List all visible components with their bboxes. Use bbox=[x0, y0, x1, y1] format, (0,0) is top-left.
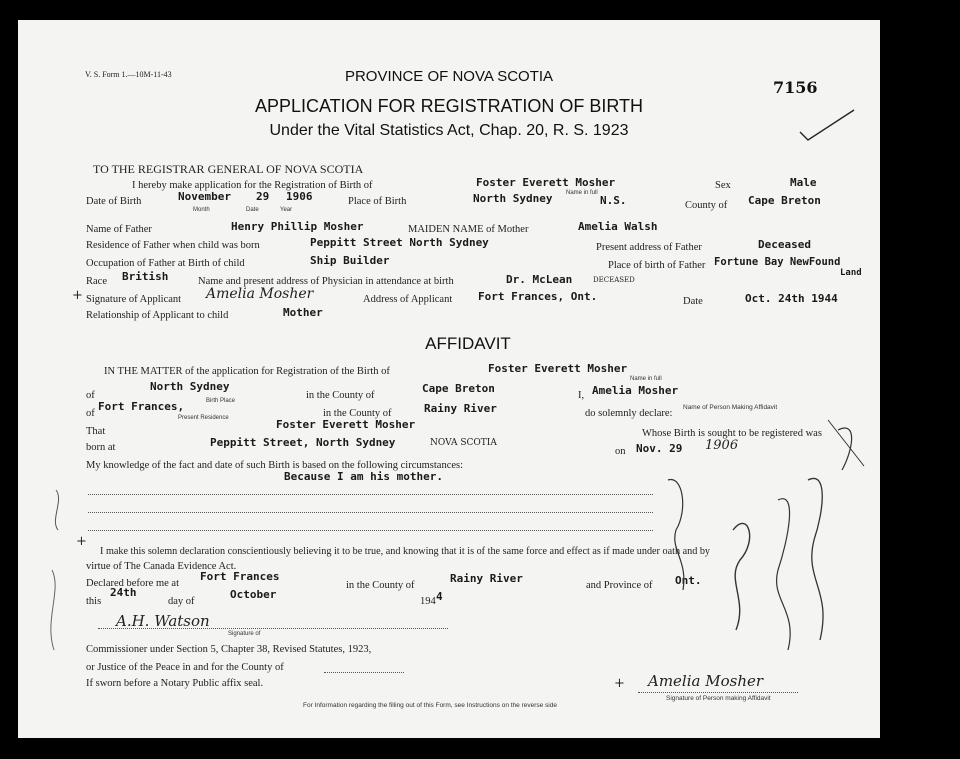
declared-province: Ont. bbox=[675, 574, 702, 587]
affidavit-child-name: Foster Everett Mosher bbox=[488, 362, 628, 375]
label-relationship: Relationship of Applicant to child bbox=[86, 310, 229, 321]
label-notary: If sworn before a Notary Public affix seal. bbox=[86, 678, 264, 689]
serial-number: 7156 bbox=[773, 78, 818, 97]
birth-place-note: Birth Place bbox=[206, 398, 236, 404]
blank-line-2 bbox=[88, 512, 653, 513]
deponent-name: Amelia Mosher bbox=[592, 384, 679, 397]
label-i: I, bbox=[578, 390, 585, 401]
name-in-full-note: Name in full bbox=[566, 190, 598, 196]
commissioner-signature: A.H. Watson bbox=[116, 612, 210, 630]
label-of-2: of bbox=[86, 408, 95, 419]
label-whose-birth: Whose Birth is sought to be registered was bbox=[642, 428, 822, 439]
present-residence-note: Present Residence bbox=[178, 415, 229, 421]
label-date-of-birth: Date of Birth bbox=[86, 196, 142, 207]
label-signature-person: Signature of Person making Affidavit bbox=[666, 695, 771, 702]
label-signature-of: Signature of bbox=[228, 631, 261, 637]
label-place-of-birth: Place of Birth bbox=[348, 196, 407, 207]
father-present-address: Deceased bbox=[758, 238, 811, 251]
signature-line bbox=[98, 628, 448, 629]
applicant-signature: Amelia Mosher bbox=[206, 286, 314, 302]
declaration-line-1: I make this solemn declaration conscientiously believing it to be true, and knowing that it is of the same force and effect as if made under oath and by bbox=[100, 546, 711, 557]
born-at-value: Peppitt Street, North Sydney bbox=[210, 436, 396, 449]
cross-mark-icon: + bbox=[76, 534, 87, 549]
label-born-at: born at bbox=[86, 442, 116, 453]
label-residence-father: Residence of Father when child was born bbox=[86, 240, 260, 251]
declared-at: Fort Frances bbox=[200, 570, 280, 583]
label-county-of-2: in the County of bbox=[346, 580, 415, 591]
declared-month: October bbox=[230, 588, 277, 601]
father-name: Henry Phillip Mosher bbox=[231, 220, 364, 233]
form-subtitle: Under the Vital Statistics Act, Chap. 20, R. S. 1923 bbox=[269, 122, 629, 139]
physician-name: Dr. McLean bbox=[506, 273, 573, 286]
declared-day: 24th bbox=[110, 586, 137, 599]
label-county-of: County of bbox=[685, 200, 728, 211]
county-value: Cape Breton bbox=[748, 194, 821, 207]
deponent-residence: Fort Frances, bbox=[98, 400, 185, 413]
affidavit-child-name-2: Foster Everett Mosher bbox=[276, 418, 416, 431]
child-name: Foster Everett Mosher bbox=[476, 176, 616, 189]
affidavit-place: North Sydney bbox=[150, 380, 230, 393]
form-code: V. S. Form 1.—10M-11-43 bbox=[85, 70, 172, 79]
label-solemnly-declare: do solemnly declare: bbox=[585, 408, 673, 419]
label-physician: Name and present address of Physician in attendance at birth bbox=[198, 276, 454, 287]
mother-maiden-name: Amelia Walsh bbox=[578, 220, 658, 233]
label-father-birthplace: Place of birth of Father bbox=[608, 260, 706, 271]
applicant-address: Fort Frances, Ont. bbox=[478, 290, 598, 303]
affidavit-name-in-full-note: Name in full bbox=[630, 376, 662, 382]
label-justice: or Justice of the Peace in and for the County of bbox=[86, 662, 284, 673]
left-margin-mark bbox=[32, 470, 72, 670]
place-of-birth: North Sydney bbox=[473, 192, 553, 205]
footer-note: For Information regarding the filling out of this Form, see Instructions on the reverse side bbox=[303, 702, 557, 709]
label-sex: Sex bbox=[715, 180, 731, 191]
label-address-applicant: Address of Applicant bbox=[363, 294, 453, 305]
form-title: APPLICATION FOR REGISTRATION OF BIRTH bbox=[254, 96, 644, 116]
label-maiden-name: MAIDEN NAME of Mother bbox=[408, 224, 529, 235]
label-this: this bbox=[86, 596, 102, 607]
deponent-county: Rainy River bbox=[424, 402, 497, 415]
label-that: That bbox=[86, 426, 106, 437]
label-knowledge: My knowledge of the fact and date of such Birth is based on the following circumstances: bbox=[86, 460, 464, 471]
label-intro: I hereby make application for the Registration of Birth of bbox=[132, 180, 373, 191]
affidavit-county: Cape Breton bbox=[422, 382, 495, 395]
father-occupation: Ship Builder bbox=[310, 254, 390, 267]
label-matter: IN THE MATTER of the application for Registration of the Birth of bbox=[104, 366, 390, 377]
born-at-note: NOVA SCOTIA bbox=[430, 438, 497, 448]
label-date: Date bbox=[683, 296, 703, 307]
year-note: Year bbox=[280, 207, 293, 213]
birth-year: 1906 bbox=[286, 190, 313, 203]
county-blank-line bbox=[324, 672, 404, 673]
month-note: Month bbox=[193, 207, 210, 213]
label-in-county: in the County of bbox=[306, 390, 375, 401]
physician-note: DECEASED bbox=[593, 276, 635, 284]
label-present-address: Present address of Father bbox=[596, 242, 702, 253]
deponent-note: Name of Person Making Affidavit bbox=[683, 404, 778, 411]
label-race: Race bbox=[86, 276, 107, 287]
blank-line-3 bbox=[88, 530, 653, 531]
affidavit-title: AFFIDAVIT bbox=[425, 334, 511, 353]
label-occupation: Occupation of Father at Birth of child bbox=[86, 258, 245, 269]
father-birthplace: Fortune Bay NewFound bbox=[714, 256, 841, 268]
label-on: on bbox=[615, 446, 626, 457]
cross-mark-icon: + bbox=[614, 676, 625, 691]
label-day-of: day of bbox=[168, 596, 195, 607]
label-signature-applicant: Signature of Applicant bbox=[86, 294, 182, 305]
race-value: British bbox=[122, 270, 169, 283]
province-heading: PROVINCE OF NOVA SCOTIA bbox=[344, 68, 554, 85]
father-birthplace-cont: Land bbox=[840, 268, 862, 278]
margin-handwriting bbox=[628, 390, 868, 710]
birth-month: November bbox=[178, 190, 231, 203]
date-note: Date bbox=[246, 207, 259, 213]
province-abbr: N.S. bbox=[600, 194, 627, 207]
blank-line-1 bbox=[88, 494, 653, 495]
deponent-signature: Amelia Mosher bbox=[648, 672, 764, 690]
birth-day: 29 bbox=[256, 190, 270, 203]
affidavit-birth-year: 1906 bbox=[705, 438, 739, 453]
label-declared-before: Declared before me at bbox=[86, 578, 179, 589]
relationship-value: Mother bbox=[283, 306, 323, 319]
year-prefix: 194 bbox=[420, 596, 436, 607]
label-commissioner: Commissioner under Section 5, Chapter 38, Revised Statutes, 1923, bbox=[86, 644, 372, 655]
cross-mark-icon: + bbox=[72, 288, 83, 303]
affidavit-birth-date: Nov. 29 bbox=[636, 442, 683, 455]
label-in-county-2: in the County of bbox=[323, 408, 392, 419]
year-suffix: 4 bbox=[436, 590, 443, 603]
birth-registration-form bbox=[18, 20, 880, 738]
declaration-line-2: virtue of The Canada Evidence Act. bbox=[86, 561, 237, 572]
addressee: TO THE REGISTRAR GENERAL OF NOVA SCOTIA bbox=[93, 162, 364, 176]
label-of: of bbox=[86, 390, 95, 401]
father-residence: Peppitt Street North Sydney bbox=[310, 236, 489, 249]
sex-value: Male bbox=[790, 176, 817, 189]
circumstances: Because I am his mother. bbox=[284, 470, 443, 483]
application-date: Oct. 24th 1944 bbox=[745, 292, 838, 305]
label-name-of-father: Name of Father bbox=[86, 224, 152, 235]
declared-county: Rainy River bbox=[450, 572, 523, 585]
label-province-of: and Province of bbox=[586, 580, 653, 591]
